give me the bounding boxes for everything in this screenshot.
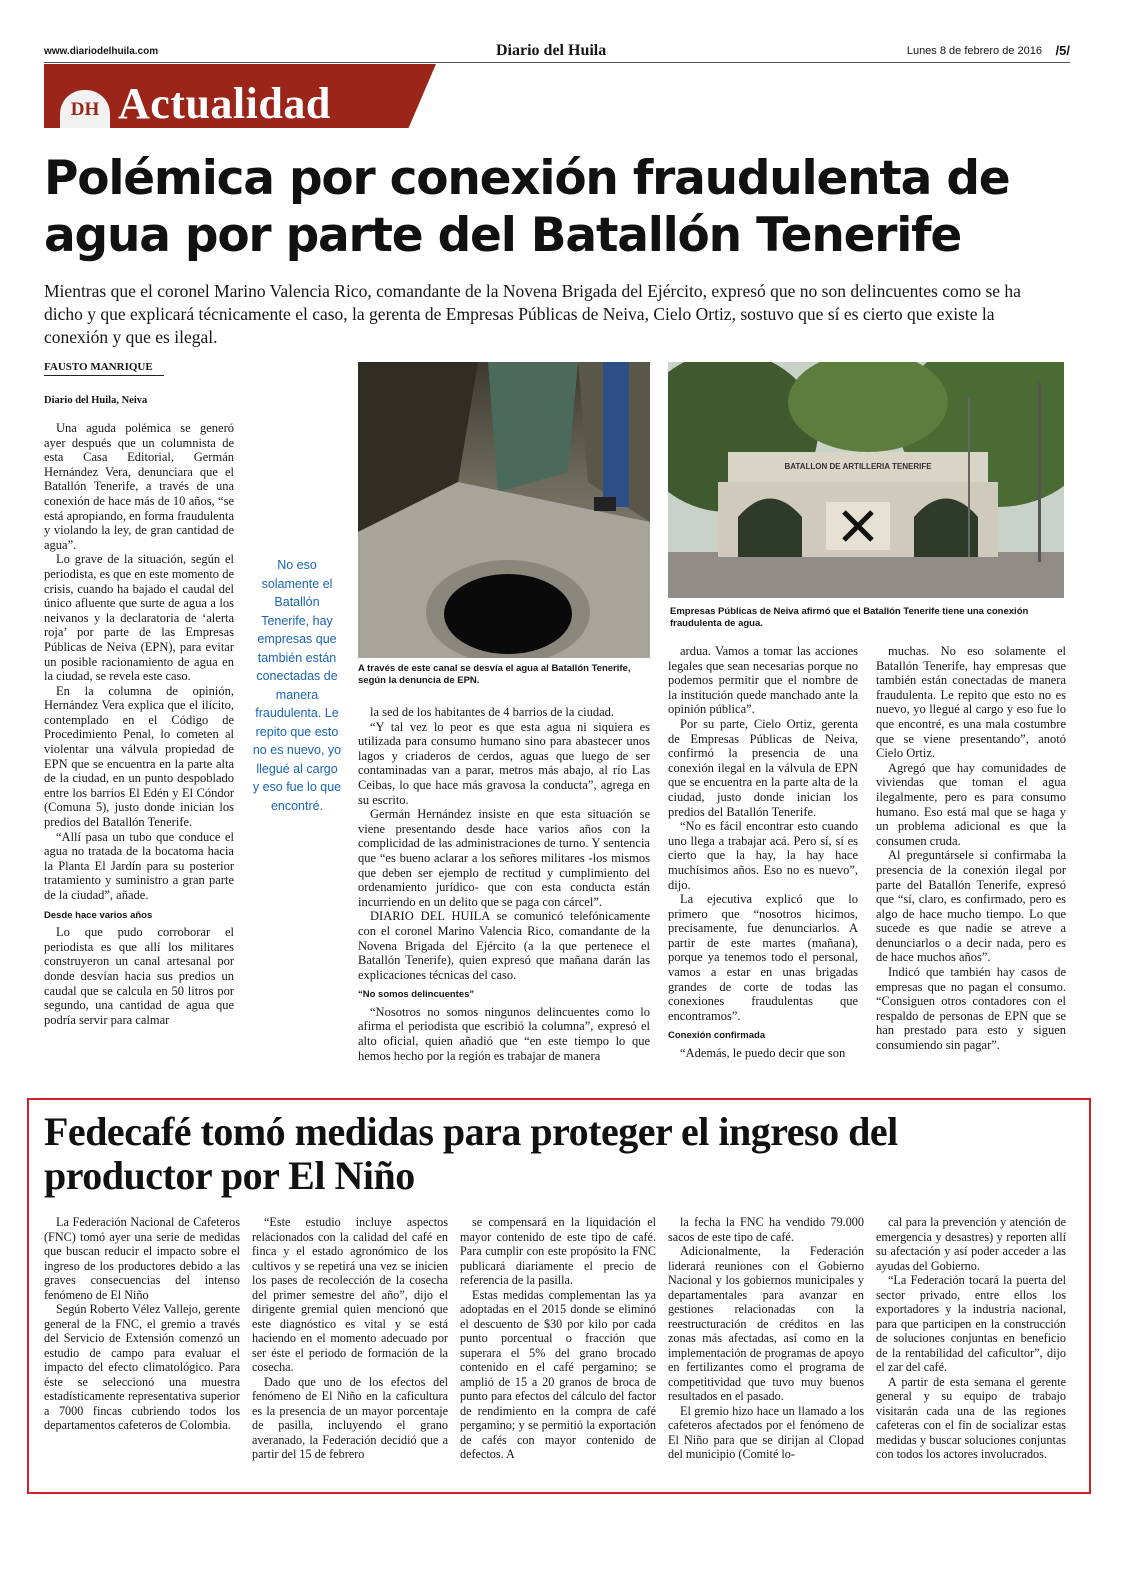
paragraph: En la columna de opinión, Hernández Vera explica que el ilícito, contemplado en el Código de Procedimiento Penal, lo cometen al violentar una válvula propiedad de EPN que se encuentra en la parte alta de la ciudad, en un punto despoblado entre los barrios El Edén y El Cóndor (Comuna 5), justo donde inician los predios del Batallón Tenerife.	[44, 683, 234, 830]
article-column-1	[44, 421, 234, 1027]
photo-battalion-gate	[668, 362, 1064, 598]
paragraph: La Federación Nacional de Cafeteros (FNC) tomó ayer una serie de medidas que buscan reducir el impacto sobre el ingreso de los productores debido a las graves consecuencias del intenso fenómeno de El Niño	[44, 1215, 240, 1302]
paragraph: la sed de los habitantes de 4 barrios de la ciudad.	[370, 705, 615, 719]
battalion-photo-image	[668, 362, 1064, 598]
paragraph: Una aguda polémica se generó ayer después que un columnista de esta Casa Editorial, Germán Hernández Vera, denunciara que el Batallón Tenerife, a través de una conexión de hace más de 10 años, “se está apropiando, en forma fraudulenta y violando la ley, de gran cantidad de agua”.	[44, 421, 234, 552]
paragraph: A partir de esta semana el gerente general y su equipo de trabajo visitarán cada una de las regiones cafeteras con el fin de socializar estas medidas y buscar soluciones conjuntas con todos los actores involucrados.	[876, 1374, 1066, 1461]
page-number: /5/	[1055, 43, 1070, 58]
paragraph: Adicionalmente, la Federación liderará reuniones con el Gobierno Nacional y los gobiernos municipales y departamentales para avanzar en gestiones relacionadas con la reestructuración de créditos en las zonas más afectadas, así como en la implementación de programas de apoyo en fertilizantes como el programa de competitividad que tuvo muy buenos resultados en el pasado.	[668, 1244, 864, 1403]
paragraph: “Y tal vez lo peor es que esta agua ni siquiera es utilizada para consumo humano sino para abastecer unos lagos y criaderos de cerdos, aguas que luego de ser contaminadas van a parar, metros más abajo, al río Las Ceibas, lo que hace más gravosa la conducta”, agrega en su escrito.	[358, 719, 650, 807]
paragraph: Estas medidas complementan las ya adoptadas en el 2015 donde se eliminó el descuento de $30 por kilo por cada punto porcentual o fracción que superara el 5% del grano brocado contenido en el café pergamino; se amplió de 15 a 20 granos de broca de punto para efectos del cálculo del factor de rendimiento en la compra de café pergamino; y se permitió la exportación de cafés con mayor contenido de defectos. A	[460, 1287, 656, 1461]
paragraph: Lo grave de la situación, según el periodista, es que en este momento de crisis, cuando ha bajado el caudal del único afluente que surte de agua a los neivanos y la declaratoria de ‘alerta roja’ por parte de las Empresas Públicas de Neiva (EPN), para evitar un posible racionamiento de agua en la ciudad, se revela este caso.	[44, 552, 234, 684]
paragraph: Al preguntársele si confirmaba la presencia de la conexión ilegal por parte del Batallón Tenerife, expresó que “sí, claro, es confirmado, pero es algo de hace mucho tiempo. Lo que sucede es que nadie se atreve a denunciarlos o a decir nada, pero es de hace muchos años”.	[876, 848, 1066, 965]
paragraph: Agregó que hay comunidades de viviendas que toman el agua ilegalmente, pero es para consumo humano. Eso está mal que se haga y un problema adicional es que la consumen cruda.	[876, 760, 1066, 848]
paragraph: La ejecutiva explicó que lo primero que “nosotros hicimos, precisamente, fue denunciarlos. A partir de este martes (mañana), porque ya tenemos todo el personal, vamos a estar en unas brigadas grandes de corte de todas las conexiones fraudulentas que encontramos”.	[668, 892, 858, 1023]
paragraph: “La Federación tocará la puerta del sector privado, entre ellos los exportadores y la industria nacional, para que participen en la construcción de soluciones conjuntas en beneficio de la rentabilidad del caficultor”, dijo el zar del café.	[876, 1273, 1066, 1374]
gate-sign-text: BATALLON DE ARTILLERIA TENERIFE	[784, 462, 932, 471]
paragraph: El gremio hizo hace un llamado a los cafeteros afectados por el fenómeno de El Niño para que se dirijan al Clopad del municipio (Comité lo-	[668, 1403, 864, 1461]
paragraph: la fecha la FNC ha vendido 79.000 sacos de este tipo de café.	[668, 1215, 864, 1244]
paragraph: Dado que uno de los efectos del fenómeno de El Niño en la caficultura es la presencia de un mayor porcentaje de pasilla, incluyendo el grano averanado, la Federación decidió que a partir del 15 de febrero	[252, 1374, 448, 1461]
paragraph: Indicó que también hay casos de empresas que no pagan el consumo. “Consiguen otros contadores con el respaldo de personas de EPN que se han prestado para esto y siguen consumiendo sin pagar”.	[876, 965, 1066, 1053]
paragraph: DIARIO DEL HUILA se comunicó telefónicamente con el coronel Marino Valencia Rico, comandante de la Novena Brigada del Ejército (a la que pertenece el Batallón Tenerife), quien expresó que mañana darán las explicaciones técnicas del caso.	[358, 909, 650, 982]
article-column-3	[358, 705, 650, 1063]
paragraph: ardua. Vamos a tomar las acciones legales que sean necesarias porque no podemos permitir que el nombre de la institución quede manchado ante la opinión pública”.	[668, 644, 858, 717]
article-column-5	[876, 644, 1066, 1053]
subheading: Desde hace varios años	[44, 909, 153, 921]
subheading: “No somos delincuentes”	[358, 989, 475, 1001]
article-column-4	[668, 644, 858, 1061]
paragraph: se compensará en la liquidación el mayor contenido de este tipo de café. Para cumplir con este propósito la FNC publicará diariamente el precio de referencia de la pasilla.	[460, 1215, 656, 1287]
section-title: Actualidad	[118, 79, 331, 128]
site-url[interactable]: www.diariodelhuila.com	[44, 46, 159, 57]
paragraph: Por su parte, Cielo Ortiz, gerenta de Empresas Públicas de Neiva, confirmó la presencia de una conexión ilegal en la válvula de EPN que se encuentra en la parte alta de la ciudad, justo donde inician los predios del Batallón Tenerife.	[668, 716, 858, 819]
article-headline: Polémica por conexión fraudulenta de agua por parte del Batallón Tenerife	[44, 151, 1010, 263]
fedecafe-column-5	[876, 1215, 1066, 1462]
paragraph: “No es fácil encontrar esto cuando uno llega a trabajar acá. Pero sí, sí es cierto que la hay, la hay hace muchísimos años. Eso no es nuevo”, dijo.	[668, 819, 858, 892]
canal-photo-image	[358, 362, 650, 658]
fedecafe-column-3	[460, 1215, 656, 1462]
issue-date: Lunes 8 de febrero de 2016	[906, 45, 1042, 57]
paragraph: “Nosotros no somos ningunos delincuentes como lo afirma el periodista que escribió la columna”, expresó el alto oficial, quien añadió que “en este tiempo lo que hemos hecho por la región es trabajar de manera	[358, 1004, 650, 1063]
dateline: Diario del Huila, Neiva	[44, 395, 148, 406]
paragraph: muchas. No eso solamente el Batallón Tenerife, hay empresas que también están conectadas de manera fraudulenta. Le repito que esto no es nuevo, yo llegué al cargo y eso fue lo que encontré, es una mala costumbre que se viene presentando”, anotó Cielo Ortiz.	[876, 644, 1066, 761]
article-deck: Mientras que el coronel Marino Valencia Rico, comandante de la Novena Brigada del Ejército, expresó que no son delincuentes como se ha dicho y que explicará técnicamente el caso, la gerenta de Empresas Públicas de Neiva, Cielo Ortiz, sostuvo que sí es cierto que existe la conexión y que es ilegal.	[44, 281, 1021, 347]
paragraph: Lo que pudo corroborar el periodista es que allí los militares construyeron un canal artesanal por donde desvían hacia sus predios un caudal que se calcula en 50 litros por segundo, una cantidad de agua que podría servir para calmar	[44, 925, 234, 1027]
paragraph: cal para la prevención y atención de emergencia y desastres) y reporten allí su afectación y así poder acceder a las ayudas del Gobierno.	[876, 1215, 1066, 1273]
newspaper-name: Diario del Huila	[496, 42, 607, 59]
page-header	[44, 44, 1070, 63]
fedecafe-column-4	[668, 1215, 864, 1462]
photo-battalion-caption: Empresas Públicas de Neiva afirmó que el Batallón Tenerife tiene una conexión fraudulenta de agua.	[670, 606, 1029, 629]
subheading: Conexión confirmada	[668, 1030, 766, 1042]
paragraph: Según Roberto Vélez Vallejo, gerente general de la FNC, el gremio a través del Servicio de Extensión comenzó un estudio de campo para evaluar el impacto del efecto climatológico. Para éste se seleccionó una muestra estadísticamente representativa superior a 7000 fincas cubriendo todos los departamentos cafeteros de Colombia.	[44, 1302, 240, 1432]
paragraph: “Allí pasa un tubo que conduce el agua no tratada de la bocatoma hacia la Planta El Jardín para su posterior tratamiento y suministro a gran parte de la ciudad”, añade.	[44, 829, 234, 902]
dh-logo: DH	[60, 90, 110, 128]
paragraph: Germán Hernández insiste en que esta situación se viene presentando desde hace varios años con la complicidad de las administraciones de turno. Y sentencia que “es bueno aclarar a los señores militares -los mismos que deben ser ejemplo de rectitud y cumplimiento del ordenamiento jurídico- que con esta conducta están incurriendo en un delito que se paga con cárcel”.	[358, 807, 650, 909]
paragraph: “Además, le puedo decir que son	[680, 1046, 846, 1061]
fedecafe-headline: Fedecafé tomó medidas para proteger el ingreso del productor por El Niño	[44, 1109, 898, 1198]
photo-canal	[358, 362, 650, 658]
byline: FAUSTO MANRIQUE	[44, 361, 164, 376]
paragraph: “Este estudio incluye aspectos relacionados con la calidad del café en finca y el estado agronómico de los cultivos y se repetirá una vez se inicien los pases de recolección de la cosecha del primer semestre del año”, dijo el dirigente gremial quien mencionó que este diagnóstico es vital y se está haciendo en el momento adecuado por ser éste el periodo de formación de la cosecha.	[252, 1215, 448, 1374]
pull-quote: No eso solamente el Batallón Tenerife, hay empresas que también están conectadas de manera fraudulenta. Le repito que esto no es nuevo, yo llegué al cargo y eso fue lo que encontré.	[252, 558, 342, 813]
fedecafe-column-1	[44, 1215, 240, 1433]
photo-canal-caption: A través de este canal se desvía el agua al Batallón Tenerife, según la denuncia de EPN.	[358, 663, 631, 686]
fedecafe-column-2	[252, 1215, 448, 1462]
